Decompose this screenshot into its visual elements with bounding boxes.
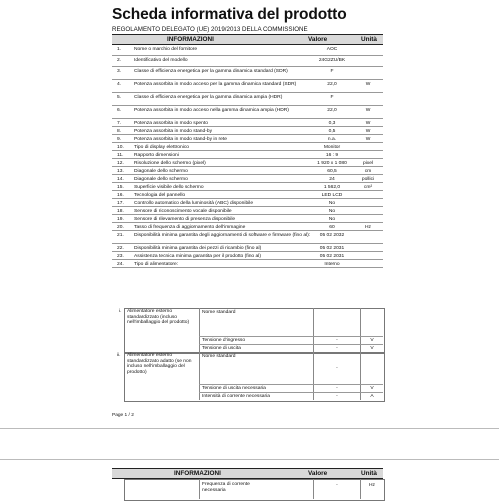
table-row [112, 167, 383, 174]
row-description: Controllo automatico della luminosità (ABC) disponibile [134, 201, 254, 206]
row-unit: W [365, 129, 371, 134]
row-number: 23. [117, 254, 124, 259]
row-value: 24G2ZU/BK [318, 58, 346, 63]
row-description: Tipo di display elettronico [134, 145, 190, 150]
row-value: 05 02 2032 [319, 233, 345, 238]
psu2-output-voltage-unit: V [370, 386, 374, 391]
page2-frequency-label: Frequenza di corrente necessaria [202, 482, 250, 493]
row-number: 3. [117, 69, 122, 74]
row-unit: W [365, 108, 371, 113]
row-number: 7. [117, 121, 122, 126]
row-value: Monitor [323, 145, 341, 150]
row-number: 15. [117, 185, 124, 190]
table-row [112, 119, 383, 126]
psu1-output-voltage-value: - [336, 346, 338, 351]
row-description: Disponibilità minima garantita dei pezzi di ricambio (fino al) [134, 246, 262, 251]
table-row [112, 151, 383, 158]
page2-header-info: INFORMAZIONI [174, 470, 221, 477]
row-value: F [330, 95, 334, 100]
table-row [112, 252, 383, 259]
regulation-subtitle: REGOLAMENTO DELEGATO (UE) 2019/2013 DELLA COMMISSIONE [112, 26, 308, 33]
row-description: Potenza assorbita in modo acceso per la gamma dinamica standard (SDR) [134, 82, 297, 87]
row-unit: Hz [365, 225, 371, 230]
page2-frequency-unit: Hz [369, 483, 375, 488]
row-value: 22,0 [327, 108, 337, 113]
page-number: Page 1 / 2 [112, 413, 134, 418]
row-value: Interno [324, 262, 340, 267]
row-description: Potenza assorbita in modo stand-by [134, 129, 213, 134]
row-value: 16 : 9 [325, 153, 339, 158]
row-value: LED LCD [321, 193, 343, 198]
row-number: 8. [117, 129, 122, 134]
row-description: Tecnologia del pannello [134, 193, 186, 198]
table-row [112, 93, 383, 105]
psu2-output-voltage-value: - [336, 386, 338, 391]
row-number: 9. [117, 137, 122, 142]
row-description: Sensore di riconoscimento vocale disponibile [134, 209, 232, 214]
row-description: Diagonale dello schermo [134, 177, 188, 182]
row-unit: cm [364, 169, 372, 174]
row-description: Rapporto dimensioni [134, 153, 179, 158]
row-description: Identificativo del modello [134, 58, 188, 63]
row-unit: W [365, 121, 371, 126]
header-unit: Unità [361, 36, 377, 43]
row-unit: pollici [361, 177, 375, 182]
page2-table-header [112, 468, 383, 479]
row-number: 20. [117, 225, 124, 230]
page-title: Scheda informativa del prodotto [112, 6, 347, 23]
row-unit: W [365, 137, 371, 142]
row-number: 10. [117, 145, 124, 150]
row-unit: W [365, 82, 371, 87]
table-row [112, 56, 383, 66]
psu1-output-voltage-unit: V [370, 346, 374, 351]
row-unit: cm² [363, 185, 373, 190]
row-description: Risoluzione dello schermo (pixel) [134, 161, 206, 166]
row-value: No [328, 201, 336, 206]
psu1-input-voltage-label: Tensione d'ingresso [202, 338, 246, 343]
row-number: 2. [117, 58, 122, 63]
row-number: 18. [117, 209, 124, 214]
header-value: Valore [308, 36, 328, 43]
row-number: 4. [117, 82, 122, 87]
row-number: 16. [117, 193, 124, 198]
row-value: 05 02 2031 [319, 246, 345, 251]
row-description: Nome o marchio del fornitore [134, 47, 198, 52]
row-value: AOC [326, 47, 338, 52]
row-number: 6. [117, 108, 122, 113]
table-row [112, 191, 383, 198]
row-unit: pixel [362, 161, 374, 166]
table-row [112, 223, 383, 230]
table-row [112, 143, 383, 150]
psu2-current-value: - [336, 394, 338, 399]
table-row [112, 106, 383, 118]
psu1-input-voltage-value: - [336, 338, 338, 343]
row-value: 22,0 [327, 82, 337, 87]
table-row [112, 199, 383, 206]
row-value: No [328, 209, 336, 214]
row-value: 0,5 [328, 129, 336, 134]
row-value: 1 562,0 [323, 185, 341, 190]
row-description: Tasso di frequenza di aggiornamento dell'immagine [134, 225, 246, 230]
table-row [112, 159, 383, 166]
page2-header-unit: Unità [361, 470, 377, 477]
row-description: Potenza assorbita in modo acceso nella gamma dinamica ampia (HDR) [134, 108, 289, 113]
table-header [112, 34, 383, 45]
row-number: 14. [117, 177, 124, 182]
psu2-standard-name-label: Nome standard [202, 354, 236, 359]
row-description: Diagonale dello schermo [134, 169, 188, 174]
table-row [112, 45, 383, 55]
row-number: 19. [117, 217, 124, 222]
psu1-output-voltage-label: Tensione di uscita [202, 346, 241, 351]
row-number: 21. [117, 233, 124, 238]
table-row [112, 244, 383, 251]
psu2-standard-name-value: - [336, 366, 338, 371]
table-row [112, 80, 383, 92]
table-row [112, 135, 383, 142]
row-description: Classe di efficienza energetica per la gamma dinamica standard (SDR) [134, 69, 288, 74]
page2-header-value: Valore [308, 470, 328, 477]
row-value: 1 920 x 1 080 [317, 161, 347, 166]
row-divider [112, 267, 383, 268]
row-description: Tipo di alimentatore: [134, 262, 179, 267]
row-value: F [330, 69, 334, 74]
psu2-current-unit: A [370, 394, 374, 399]
row-number: 22. [117, 246, 124, 251]
row-description: Potenza assorbita in modo stand-by in rete [134, 137, 227, 142]
row-value: No [328, 217, 336, 222]
row-number: 13. [117, 169, 124, 174]
psu1-standard-name-label: Nome standard [202, 310, 236, 315]
row-number: 17. [117, 201, 124, 206]
row-value: n.a. [327, 137, 337, 142]
table-row [112, 207, 383, 214]
psu1-label: Alimentatore esterno standardizzato (incluso nell'imballaggio del prodotto) [127, 309, 190, 326]
table-row [112, 183, 383, 190]
page2-frequency-value: - [336, 483, 338, 488]
table-row [112, 215, 383, 222]
psu2-current-label: Intensità di corrente necessaria [202, 394, 270, 399]
header-info: INFORMAZIONI [167, 36, 214, 43]
row-value: 60,5 [327, 169, 337, 174]
row-description: Assistenza tecnica minima garantita per il prodotto (fino al) [134, 254, 261, 259]
row-number: 24. [117, 262, 124, 267]
row-description: Superficie visibile dello schermo [134, 185, 204, 190]
row-value: 60 [329, 225, 335, 230]
row-number: 1. [117, 47, 122, 52]
psu1-bullet: i. [119, 309, 122, 314]
row-number: 5. [117, 95, 122, 100]
table-row [112, 67, 383, 79]
row-value: 0,3 [328, 121, 336, 126]
row-description: Disponibilità minima garantita degli aggiornamenti di software e firmware (fino al): [134, 233, 311, 238]
psu1-input-voltage-unit: V [370, 338, 374, 343]
table-row [112, 231, 383, 243]
table-row [112, 260, 383, 267]
table-row [112, 127, 383, 134]
row-value: 05 02 2031 [319, 254, 345, 259]
row-description: Classe di efficienza energetica per la gamma dinamica ampia (HDR) [134, 95, 283, 100]
page-break [0, 428, 499, 460]
row-number: 11. [117, 153, 124, 158]
row-description: Potenza assorbita in modo spento [134, 121, 208, 126]
psu2-output-voltage-label: Tensione di uscita necessaria [202, 386, 266, 391]
psu2-bullet: ii. [117, 353, 121, 358]
psu2-label: Alimentatore esterno standardizzato adatto (se non incluso nell'imballaggio del prodotto) [127, 353, 192, 375]
row-description: Sensore di rilevamento di presenza disponibile [134, 217, 236, 222]
row-number: 12. [117, 161, 124, 166]
table-row [112, 175, 383, 182]
row-value: 24 [329, 177, 335, 182]
